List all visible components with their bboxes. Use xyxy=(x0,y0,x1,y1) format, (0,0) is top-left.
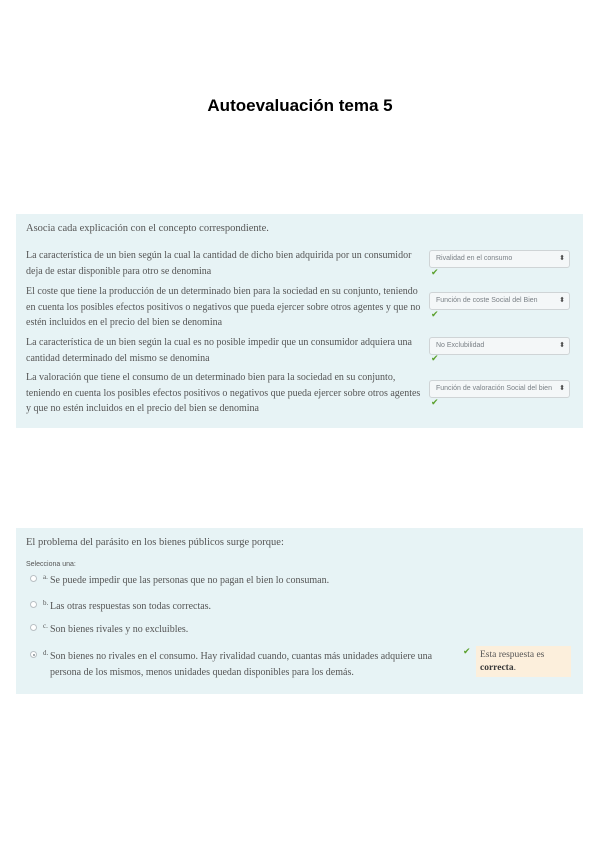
concept-select[interactable] xyxy=(429,380,570,398)
feedback-text: Esta respuesta es xyxy=(480,650,545,660)
radio-button-selected[interactable] xyxy=(30,651,37,658)
option-text: Son bienes no rivales en el consumo. Hay rivalidad cuando, cuantas más unidades adquiere una persona de los mismos, menos unidades quedan disponibles para los demás. xyxy=(50,651,433,678)
matching-item-text: La característica de un bien según la cual es no posible impedir que un consumidor adquiera una cantidad determinado del mismo se denomina xyxy=(26,337,412,364)
radio-button[interactable] xyxy=(30,575,37,582)
option-text: Las otras respuestas son todas correctas. xyxy=(50,601,212,612)
feedback-correct-word: correcta xyxy=(480,663,514,673)
matching-item-text: La característica de un bien según la cual la cantidad de dicho bien adquirida por un consumidor deja de estar disponible para otro se denomina xyxy=(26,250,412,277)
option-letter: d. xyxy=(43,649,49,657)
concept-select[interactable] xyxy=(429,250,570,268)
check-icon: ✔ xyxy=(463,647,471,657)
option-letter: c. xyxy=(43,622,48,630)
select-caret-icon: ⬍ xyxy=(559,342,565,349)
option-letter: a. xyxy=(43,573,48,581)
select-caret-icon: ⬍ xyxy=(559,385,565,392)
option-text: Se puede impedir que las personas que no pagan el bien lo consuman. xyxy=(50,575,330,586)
matching-item-text: El coste que tiene la producción de un determinado bien para la sociedad en su conjunto, teniendo en cuenta los posibles efectos positivos o negativos que pueda ejercer sobre otros agentes y que no estén incluidos en el precio del bien se denomina xyxy=(26,286,421,328)
option-text: Son bienes rivales y no excluibles. xyxy=(50,624,189,635)
select-value: Función de coste Social del Bien xyxy=(436,297,538,304)
question-prompt: Asocia cada explicación con el concepto correspondiente. xyxy=(26,223,269,234)
concept-select[interactable] xyxy=(429,292,570,310)
select-one-label: Selecciona una: xyxy=(26,561,76,568)
select-caret-icon: ⬍ xyxy=(559,255,565,262)
option-letter: b. xyxy=(43,599,49,607)
radio-button[interactable] xyxy=(30,624,37,631)
check-icon: ✔ xyxy=(431,268,439,278)
select-value: No Exclubilidad xyxy=(436,342,485,349)
select-caret-icon: ⬍ xyxy=(559,297,565,304)
concept-select[interactable] xyxy=(429,337,570,355)
page-title: Autoevaluación tema 5 xyxy=(207,96,393,115)
feedback-period: . xyxy=(513,663,516,673)
select-value: Rivalidad en el consumo xyxy=(436,255,513,262)
answer-feedback xyxy=(476,646,571,677)
choice-question-panel xyxy=(16,528,583,694)
select-value: Función de valoración Social del bien xyxy=(436,385,552,392)
check-icon: ✔ xyxy=(431,354,439,364)
question-prompt: El problema del parásito en los bienes públicos surge porque: xyxy=(26,537,284,548)
matching-item-text: La valoración que tiene el consumo de un determinado bien para la sociedad en su conjunto, teniendo en cuenta los posibles efectos positivos o negativos que pueda ejercer sobre otros agentes y que no estén incluidos en el precio del bien se denomina xyxy=(26,372,421,414)
radio-button[interactable] xyxy=(30,601,37,608)
check-icon: ✔ xyxy=(431,398,439,408)
matching-question-panel xyxy=(16,214,583,428)
check-icon: ✔ xyxy=(431,310,439,320)
